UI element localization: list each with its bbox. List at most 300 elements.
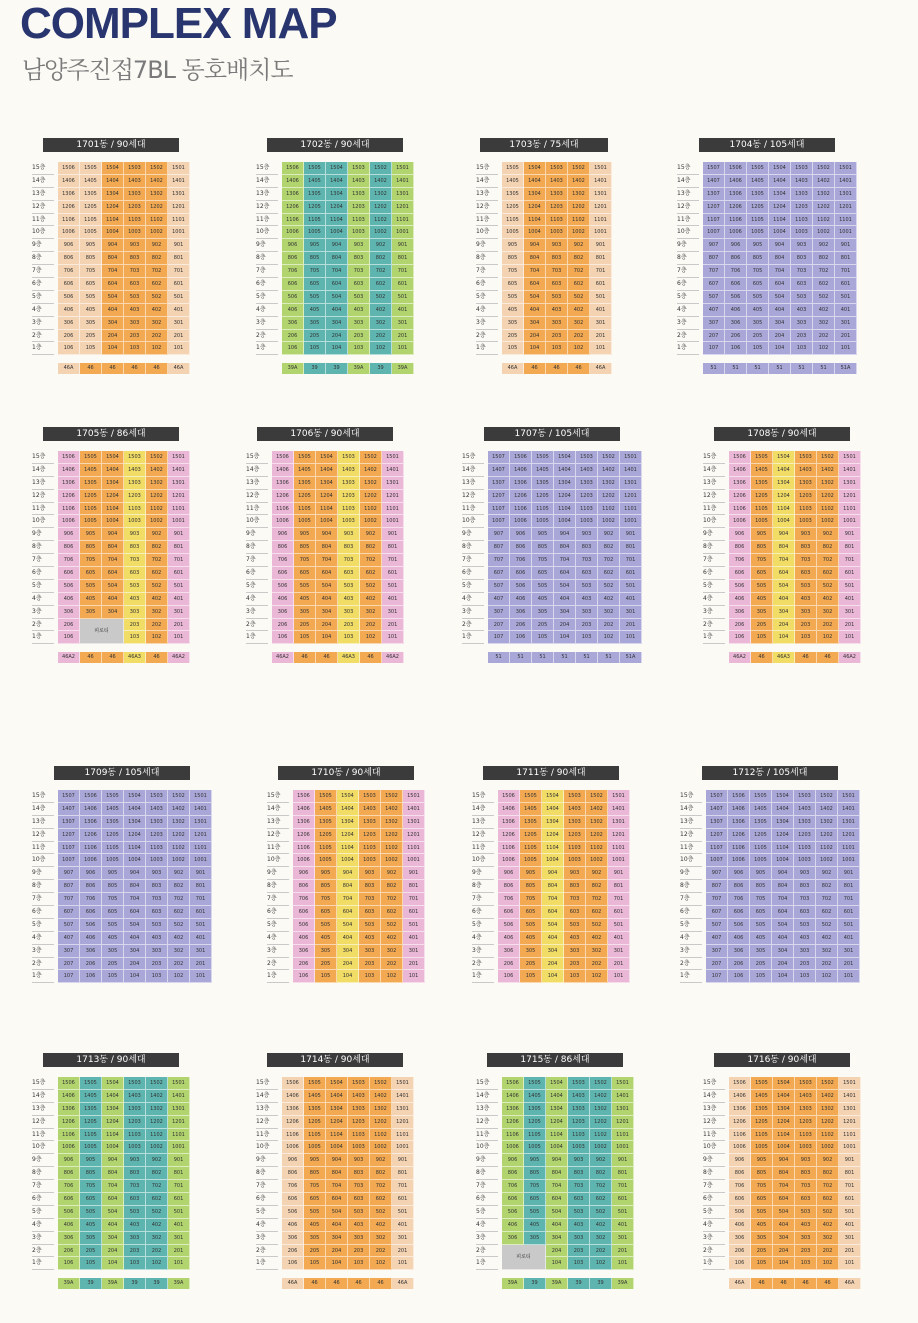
unit-cell: 604 bbox=[524, 278, 546, 291]
unit-cell: 905 bbox=[294, 528, 316, 541]
unit-cell: 904 bbox=[546, 1154, 568, 1167]
unit-cell: 1004 bbox=[337, 854, 359, 867]
unit-row bbox=[58, 580, 190, 593]
unit-row bbox=[729, 1090, 861, 1103]
unit-row bbox=[282, 1180, 414, 1193]
unit-cell: 104 bbox=[524, 342, 546, 355]
unit-cell: 207 bbox=[706, 958, 728, 971]
floor-label: 4층 bbox=[472, 932, 494, 945]
unit-cell: 706 bbox=[272, 554, 294, 567]
unit-cell: 602 bbox=[146, 278, 168, 291]
floor-label: 6층 bbox=[462, 567, 484, 580]
unit-cell: 1002 bbox=[360, 515, 382, 528]
unit-cell: 1406 bbox=[293, 803, 315, 816]
floor-label: 1층 bbox=[32, 1257, 54, 1270]
unit-cell: 104 bbox=[772, 970, 794, 983]
floor-label: 15층 bbox=[246, 451, 268, 464]
unit-cell: 603 bbox=[124, 567, 146, 580]
unit-type-label: 46A3 bbox=[124, 652, 146, 663]
unit-cell: 1004 bbox=[326, 1141, 348, 1154]
unit-type-label: 39 bbox=[326, 363, 348, 374]
unit-row bbox=[58, 880, 212, 893]
unit-cell: 1006 bbox=[58, 226, 80, 239]
unit-cell: 1206 bbox=[272, 490, 294, 503]
unit-cell: 1105 bbox=[304, 214, 326, 227]
floor-label: 2층 bbox=[472, 958, 494, 971]
unit-cell: 1101 bbox=[590, 214, 612, 227]
unit-cell: 1405 bbox=[751, 464, 773, 477]
floor-label: 1층 bbox=[32, 342, 54, 355]
unit-cell: 1204 bbox=[542, 829, 564, 842]
unit-cell: 506 bbox=[293, 919, 315, 932]
unit-cell: 602 bbox=[146, 567, 168, 580]
unit-cell: 502 bbox=[817, 580, 839, 593]
floor-label: 13층 bbox=[462, 477, 484, 490]
unit-cell: 1503 bbox=[794, 790, 816, 803]
unit-cell: 605 bbox=[304, 1193, 326, 1206]
floor-label: 11층 bbox=[677, 214, 699, 227]
unit-cell: 706 bbox=[498, 893, 520, 906]
unit-cell: 704 bbox=[102, 1180, 124, 1193]
unit-cell: 1303 bbox=[795, 1103, 817, 1116]
unit-cell: 301 bbox=[835, 317, 857, 330]
floor-label: 5층 bbox=[703, 580, 725, 593]
unit-cell: 1305 bbox=[751, 477, 773, 490]
unit-cell: 402 bbox=[816, 932, 838, 945]
unit-cell: 1303 bbox=[124, 188, 146, 201]
unit-cell: 106 bbox=[282, 342, 304, 355]
unit-cell: 902 bbox=[370, 1154, 392, 1167]
unit-cell: 502 bbox=[598, 580, 620, 593]
unit-row bbox=[502, 1154, 634, 1167]
unit-cell: 202 bbox=[146, 1245, 168, 1258]
unit-type-row bbox=[729, 1278, 861, 1289]
unit-cell: 405 bbox=[80, 304, 102, 317]
unit-row bbox=[293, 854, 425, 867]
floor-label: 15층 bbox=[256, 162, 278, 175]
unit-row bbox=[58, 1103, 190, 1116]
unit-cell: 303 bbox=[564, 945, 586, 958]
unit-cell: 604 bbox=[554, 567, 576, 580]
unit-cell: 406 bbox=[729, 593, 751, 606]
unit-cell: 1401 bbox=[839, 1090, 861, 1103]
unit-cell: 1403 bbox=[124, 464, 146, 477]
unit-row bbox=[58, 554, 190, 567]
unit-cell: 605 bbox=[102, 906, 124, 919]
unit-row bbox=[282, 265, 414, 278]
unit-cell: 1502 bbox=[168, 790, 190, 803]
unit-cell: 1303 bbox=[348, 1103, 370, 1116]
unit-cell: 1102 bbox=[370, 1129, 392, 1142]
unit-cell: 504 bbox=[337, 919, 359, 932]
unit-cell: 304 bbox=[124, 945, 146, 958]
unit-cell: 1205 bbox=[750, 829, 772, 842]
unit-type-label: 39 bbox=[590, 1278, 612, 1289]
building-1709 bbox=[32, 766, 212, 983]
unit-cell: 404 bbox=[773, 593, 795, 606]
unit-cell: 502 bbox=[568, 291, 590, 304]
unit-cell: 1003 bbox=[348, 1141, 370, 1154]
floor-label: 11층 bbox=[32, 842, 54, 855]
unit-cell: 1505 bbox=[294, 451, 316, 464]
unit-cell: 702 bbox=[381, 893, 403, 906]
unit-cell: 904 bbox=[554, 528, 576, 541]
unit-type-label: 46 bbox=[795, 652, 817, 663]
unit-type-row bbox=[58, 363, 190, 374]
unit-cell: 306 bbox=[510, 606, 532, 619]
unit-cell: 205 bbox=[532, 619, 554, 632]
unit-row bbox=[272, 490, 404, 503]
unit-cell: 101 bbox=[612, 1257, 634, 1270]
unit-cell: 206 bbox=[293, 958, 315, 971]
unit-cell: 506 bbox=[282, 1206, 304, 1219]
unit-cell: 1205 bbox=[315, 829, 337, 842]
building-1702 bbox=[256, 138, 414, 374]
unit-cell: 602 bbox=[813, 278, 835, 291]
unit-cell: 1503 bbox=[576, 451, 598, 464]
unit-row bbox=[282, 1193, 414, 1206]
unit-cell: 205 bbox=[502, 330, 524, 343]
unit-cell: 806 bbox=[498, 880, 520, 893]
unit-cell: 1105 bbox=[524, 1129, 546, 1142]
unit-cell: 102 bbox=[146, 342, 168, 355]
unit-cell: 1005 bbox=[80, 1141, 102, 1154]
unit-cell: 1005 bbox=[102, 854, 124, 867]
unit-cell: 1203 bbox=[124, 490, 146, 503]
unit-cell: 1503 bbox=[359, 790, 381, 803]
unit-cell: 304 bbox=[554, 606, 576, 619]
floor-label: 12층 bbox=[703, 490, 725, 503]
unit-cell: 205 bbox=[294, 619, 316, 632]
unit-cell: 702 bbox=[168, 893, 190, 906]
unit-cell: 902 bbox=[586, 867, 608, 880]
unit-cell: 101 bbox=[190, 970, 212, 983]
unit-cell: 605 bbox=[750, 906, 772, 919]
unit-cell: 201 bbox=[382, 619, 404, 632]
unit-cell: 1202 bbox=[813, 201, 835, 214]
unit-cell: 806 bbox=[725, 252, 747, 265]
floor-label: 13층 bbox=[267, 816, 289, 829]
unit-row bbox=[703, 304, 857, 317]
unit-cell: 305 bbox=[524, 1232, 546, 1245]
unit-cell: 503 bbox=[338, 580, 360, 593]
unit-cell: 1203 bbox=[348, 1116, 370, 1129]
unit-cell: 105 bbox=[747, 342, 769, 355]
building-label: 1708동 / 90세대 bbox=[714, 427, 850, 441]
unit-cell: 402 bbox=[360, 593, 382, 606]
unit-cell: 501 bbox=[168, 1206, 190, 1219]
unit-cell: 607 bbox=[58, 906, 80, 919]
unit-cell: 904 bbox=[124, 867, 146, 880]
unit-cell: 1104 bbox=[542, 842, 564, 855]
unit-cell: 1406 bbox=[58, 175, 80, 188]
unit-cell: 205 bbox=[315, 958, 337, 971]
unit-type-label: 39A bbox=[502, 1278, 524, 1289]
floor-label: 6층 bbox=[267, 906, 289, 919]
unit-cell: 607 bbox=[706, 906, 728, 919]
unit-row bbox=[498, 790, 630, 803]
unit-cell: 1205 bbox=[304, 201, 326, 214]
unit-row bbox=[703, 214, 857, 227]
unit-cell: 902 bbox=[360, 528, 382, 541]
floor-label: 9층 bbox=[680, 867, 702, 880]
unit-cell: 306 bbox=[498, 945, 520, 958]
unit-row bbox=[293, 958, 425, 971]
unit-cell: 1301 bbox=[392, 188, 414, 201]
unit-cell: 604 bbox=[316, 567, 338, 580]
unit-cell: 1006 bbox=[729, 1141, 751, 1154]
unit-cell: 1305 bbox=[80, 477, 102, 490]
unit-cell: 504 bbox=[554, 580, 576, 593]
unit-cell: 1405 bbox=[304, 175, 326, 188]
unit-row bbox=[272, 515, 404, 528]
unit-cell: 302 bbox=[598, 606, 620, 619]
floor-label: 10층 bbox=[680, 854, 702, 867]
unit-cell: 902 bbox=[370, 239, 392, 252]
unit-cell: 204 bbox=[769, 330, 791, 343]
unit-cell: 506 bbox=[80, 919, 102, 932]
unit-cell: 1306 bbox=[272, 477, 294, 490]
unit-cell: 805 bbox=[80, 1167, 102, 1180]
unit-cell: 905 bbox=[747, 239, 769, 252]
unit-cell: 802 bbox=[168, 880, 190, 893]
unit-cell: 203 bbox=[568, 1245, 590, 1258]
unit-cell: 904 bbox=[326, 239, 348, 252]
unit-cell: 906 bbox=[510, 528, 532, 541]
unit-cell: 503 bbox=[146, 919, 168, 932]
unit-cell: 501 bbox=[392, 1206, 414, 1219]
unit-cell: 106 bbox=[498, 970, 520, 983]
unit-cell: 602 bbox=[590, 1193, 612, 1206]
unit-cell: 704 bbox=[124, 893, 146, 906]
unit-cell: 1304 bbox=[102, 188, 124, 201]
floor-label: 4층 bbox=[32, 1219, 54, 1232]
unit-cell: 403 bbox=[146, 932, 168, 945]
unit-cell: 1302 bbox=[146, 188, 168, 201]
unit-cell: 1507 bbox=[703, 162, 725, 175]
building-label: 1713동 / 90세대 bbox=[43, 1053, 179, 1067]
unit-cell: 306 bbox=[58, 606, 80, 619]
unit-cell: 407 bbox=[488, 593, 510, 606]
unit-row bbox=[272, 451, 404, 464]
unit-cell: 101 bbox=[620, 631, 642, 644]
unit-cell: 1302 bbox=[146, 1103, 168, 1116]
floor-label: 2층 bbox=[256, 330, 278, 343]
unit-cell: 1402 bbox=[146, 175, 168, 188]
unit-cell: 401 bbox=[382, 593, 404, 606]
unit-row bbox=[293, 893, 425, 906]
unit-cell: 302 bbox=[817, 1232, 839, 1245]
unit-cell: 1502 bbox=[817, 451, 839, 464]
unit-cell: 603 bbox=[795, 1193, 817, 1206]
unit-cell: 204 bbox=[337, 958, 359, 971]
unit-cell: 303 bbox=[124, 606, 146, 619]
unit-cell: 205 bbox=[751, 1245, 773, 1258]
floor-label: 3층 bbox=[256, 1232, 278, 1245]
unit-row bbox=[703, 226, 857, 239]
unit-cell: 1104 bbox=[102, 214, 124, 227]
unit-cell: 802 bbox=[146, 541, 168, 554]
unit-cell: 106 bbox=[725, 342, 747, 355]
unit-cell: 702 bbox=[146, 1180, 168, 1193]
unit-cell: 1504 bbox=[316, 451, 338, 464]
building-label: 1704동 / 105세대 bbox=[699, 138, 835, 152]
unit-cell: 1103 bbox=[124, 214, 146, 227]
unit-cell: 1302 bbox=[598, 477, 620, 490]
unit-type-label: 39 bbox=[146, 1278, 168, 1289]
floor-label: 2층 bbox=[462, 619, 484, 632]
unit-cell: 602 bbox=[598, 567, 620, 580]
unit-cell: 301 bbox=[839, 1232, 861, 1245]
unit-row bbox=[729, 1257, 861, 1270]
unit-cell: 1002 bbox=[813, 226, 835, 239]
unit-cell: 101 bbox=[590, 342, 612, 355]
unit-cell: 504 bbox=[773, 580, 795, 593]
unit-cell: 804 bbox=[773, 1167, 795, 1180]
unit-cell: 1005 bbox=[315, 854, 337, 867]
unit-cell: 902 bbox=[168, 867, 190, 880]
unit-cell: 1306 bbox=[502, 1103, 524, 1116]
floor-label: 1층 bbox=[476, 1257, 498, 1270]
unit-cell: 1201 bbox=[835, 201, 857, 214]
unit-row bbox=[293, 932, 425, 945]
unit-cell: 1101 bbox=[392, 214, 414, 227]
unit-cell: 1405 bbox=[294, 464, 316, 477]
unit-cell: 506 bbox=[510, 580, 532, 593]
unit-cell: 703 bbox=[794, 893, 816, 906]
unit-cell: 1102 bbox=[817, 1129, 839, 1142]
unit-cell: 501 bbox=[839, 1206, 861, 1219]
unit-cell: 703 bbox=[546, 265, 568, 278]
unit-cell: 303 bbox=[359, 945, 381, 958]
unit-cell: 102 bbox=[568, 342, 590, 355]
unit-cell: 901 bbox=[590, 239, 612, 252]
unit-cell: 1203 bbox=[568, 1116, 590, 1129]
unit-cell: 1502 bbox=[146, 162, 168, 175]
unit-cell: 202 bbox=[370, 1245, 392, 1258]
floor-label: 6층 bbox=[32, 906, 54, 919]
unit-cell: 1006 bbox=[282, 1141, 304, 1154]
unit-cell: 801 bbox=[403, 880, 425, 893]
unit-cell: 1504 bbox=[102, 451, 124, 464]
unit-cell: 601 bbox=[392, 1193, 414, 1206]
unit-cell: 1103 bbox=[576, 503, 598, 516]
unit-row bbox=[58, 1193, 190, 1206]
unit-row bbox=[729, 567, 861, 580]
floor-label: 9층 bbox=[472, 867, 494, 880]
unit-cell: 905 bbox=[750, 867, 772, 880]
unit-cell: 702 bbox=[568, 265, 590, 278]
unit-cell: 206 bbox=[282, 1245, 304, 1258]
unit-cell: 401 bbox=[838, 932, 860, 945]
unit-row bbox=[729, 503, 861, 516]
floor-label: 11층 bbox=[246, 503, 268, 516]
unit-cell: 202 bbox=[381, 958, 403, 971]
unit-cell: 1501 bbox=[403, 790, 425, 803]
unit-cell: 1404 bbox=[772, 803, 794, 816]
piloti-cell: 피로티 bbox=[80, 619, 124, 645]
unit-cell: 101 bbox=[608, 970, 630, 983]
unit-cell: 104 bbox=[337, 970, 359, 983]
unit-cell: 1004 bbox=[102, 226, 124, 239]
unit-type-label: 46 bbox=[80, 652, 102, 663]
unit-type-label: 46A2 bbox=[382, 652, 404, 663]
unit-cell: 303 bbox=[124, 317, 146, 330]
unit-cell: 607 bbox=[488, 567, 510, 580]
floor-label: 5층 bbox=[267, 919, 289, 932]
unit-cell: 402 bbox=[381, 932, 403, 945]
unit-type-label: 51 bbox=[703, 363, 725, 374]
unit-cell: 905 bbox=[502, 239, 524, 252]
unit-cell: 107 bbox=[706, 970, 728, 983]
unit-cell: 1203 bbox=[795, 490, 817, 503]
unit-row bbox=[498, 880, 630, 893]
unit-cell: 701 bbox=[590, 265, 612, 278]
unit-row bbox=[488, 631, 642, 644]
unit-cell: 1501 bbox=[168, 451, 190, 464]
unit-cell: 207 bbox=[488, 619, 510, 632]
unit-cell: 803 bbox=[568, 1167, 590, 1180]
unit-cell: 1105 bbox=[80, 214, 102, 227]
floor-label: 3층 bbox=[703, 1232, 725, 1245]
unit-cell: 1507 bbox=[488, 451, 510, 464]
unit-cell: 1301 bbox=[620, 477, 642, 490]
unit-cell: 106 bbox=[58, 631, 80, 644]
unit-cell: 1506 bbox=[729, 1077, 751, 1090]
unit-cell: 302 bbox=[370, 1232, 392, 1245]
unit-row bbox=[282, 1103, 414, 1116]
floor-label: 11층 bbox=[32, 214, 54, 227]
unit-cell: 801 bbox=[168, 252, 190, 265]
unit-cell: 301 bbox=[382, 606, 404, 619]
unit-cell: 1005 bbox=[747, 226, 769, 239]
unit-row bbox=[58, 265, 190, 278]
unit-row bbox=[282, 201, 414, 214]
unit-cell: 905 bbox=[304, 239, 326, 252]
unit-type-label: 51A bbox=[835, 363, 857, 374]
unit-cell: 202 bbox=[146, 619, 168, 632]
unit-cell: 1002 bbox=[817, 1141, 839, 1154]
unit-row bbox=[498, 854, 630, 867]
unit-cell: 405 bbox=[102, 932, 124, 945]
unit-cell: 901 bbox=[608, 867, 630, 880]
unit-row bbox=[293, 970, 425, 983]
unit-row bbox=[502, 1090, 634, 1103]
unit-cell: 1401 bbox=[168, 1090, 190, 1103]
floor-label: 5층 bbox=[32, 919, 54, 932]
unit-cell: 206 bbox=[498, 958, 520, 971]
unit-cell: 1403 bbox=[795, 464, 817, 477]
floor-label: 11층 bbox=[476, 1129, 498, 1142]
unit-cell: 1504 bbox=[102, 162, 124, 175]
unit-cell: 506 bbox=[58, 291, 80, 304]
unit-cell: 106 bbox=[272, 631, 294, 644]
unit-cell: 1104 bbox=[124, 842, 146, 855]
floor-label: 1층 bbox=[246, 631, 268, 644]
unit-cell: 205 bbox=[304, 1245, 326, 1258]
unit-cell: 505 bbox=[750, 919, 772, 932]
unit-cell: 1104 bbox=[326, 1129, 348, 1142]
unit-cell: 305 bbox=[747, 317, 769, 330]
unit-cell: 102 bbox=[168, 970, 190, 983]
unit-cell: 1201 bbox=[839, 490, 861, 503]
unit-cell: 1407 bbox=[58, 803, 80, 816]
unit-cell: 1302 bbox=[590, 1103, 612, 1116]
unit-cell: 803 bbox=[124, 252, 146, 265]
floor-label: 13층 bbox=[476, 1103, 498, 1116]
unit-row bbox=[498, 919, 630, 932]
floor-label: 14층 bbox=[476, 175, 498, 188]
